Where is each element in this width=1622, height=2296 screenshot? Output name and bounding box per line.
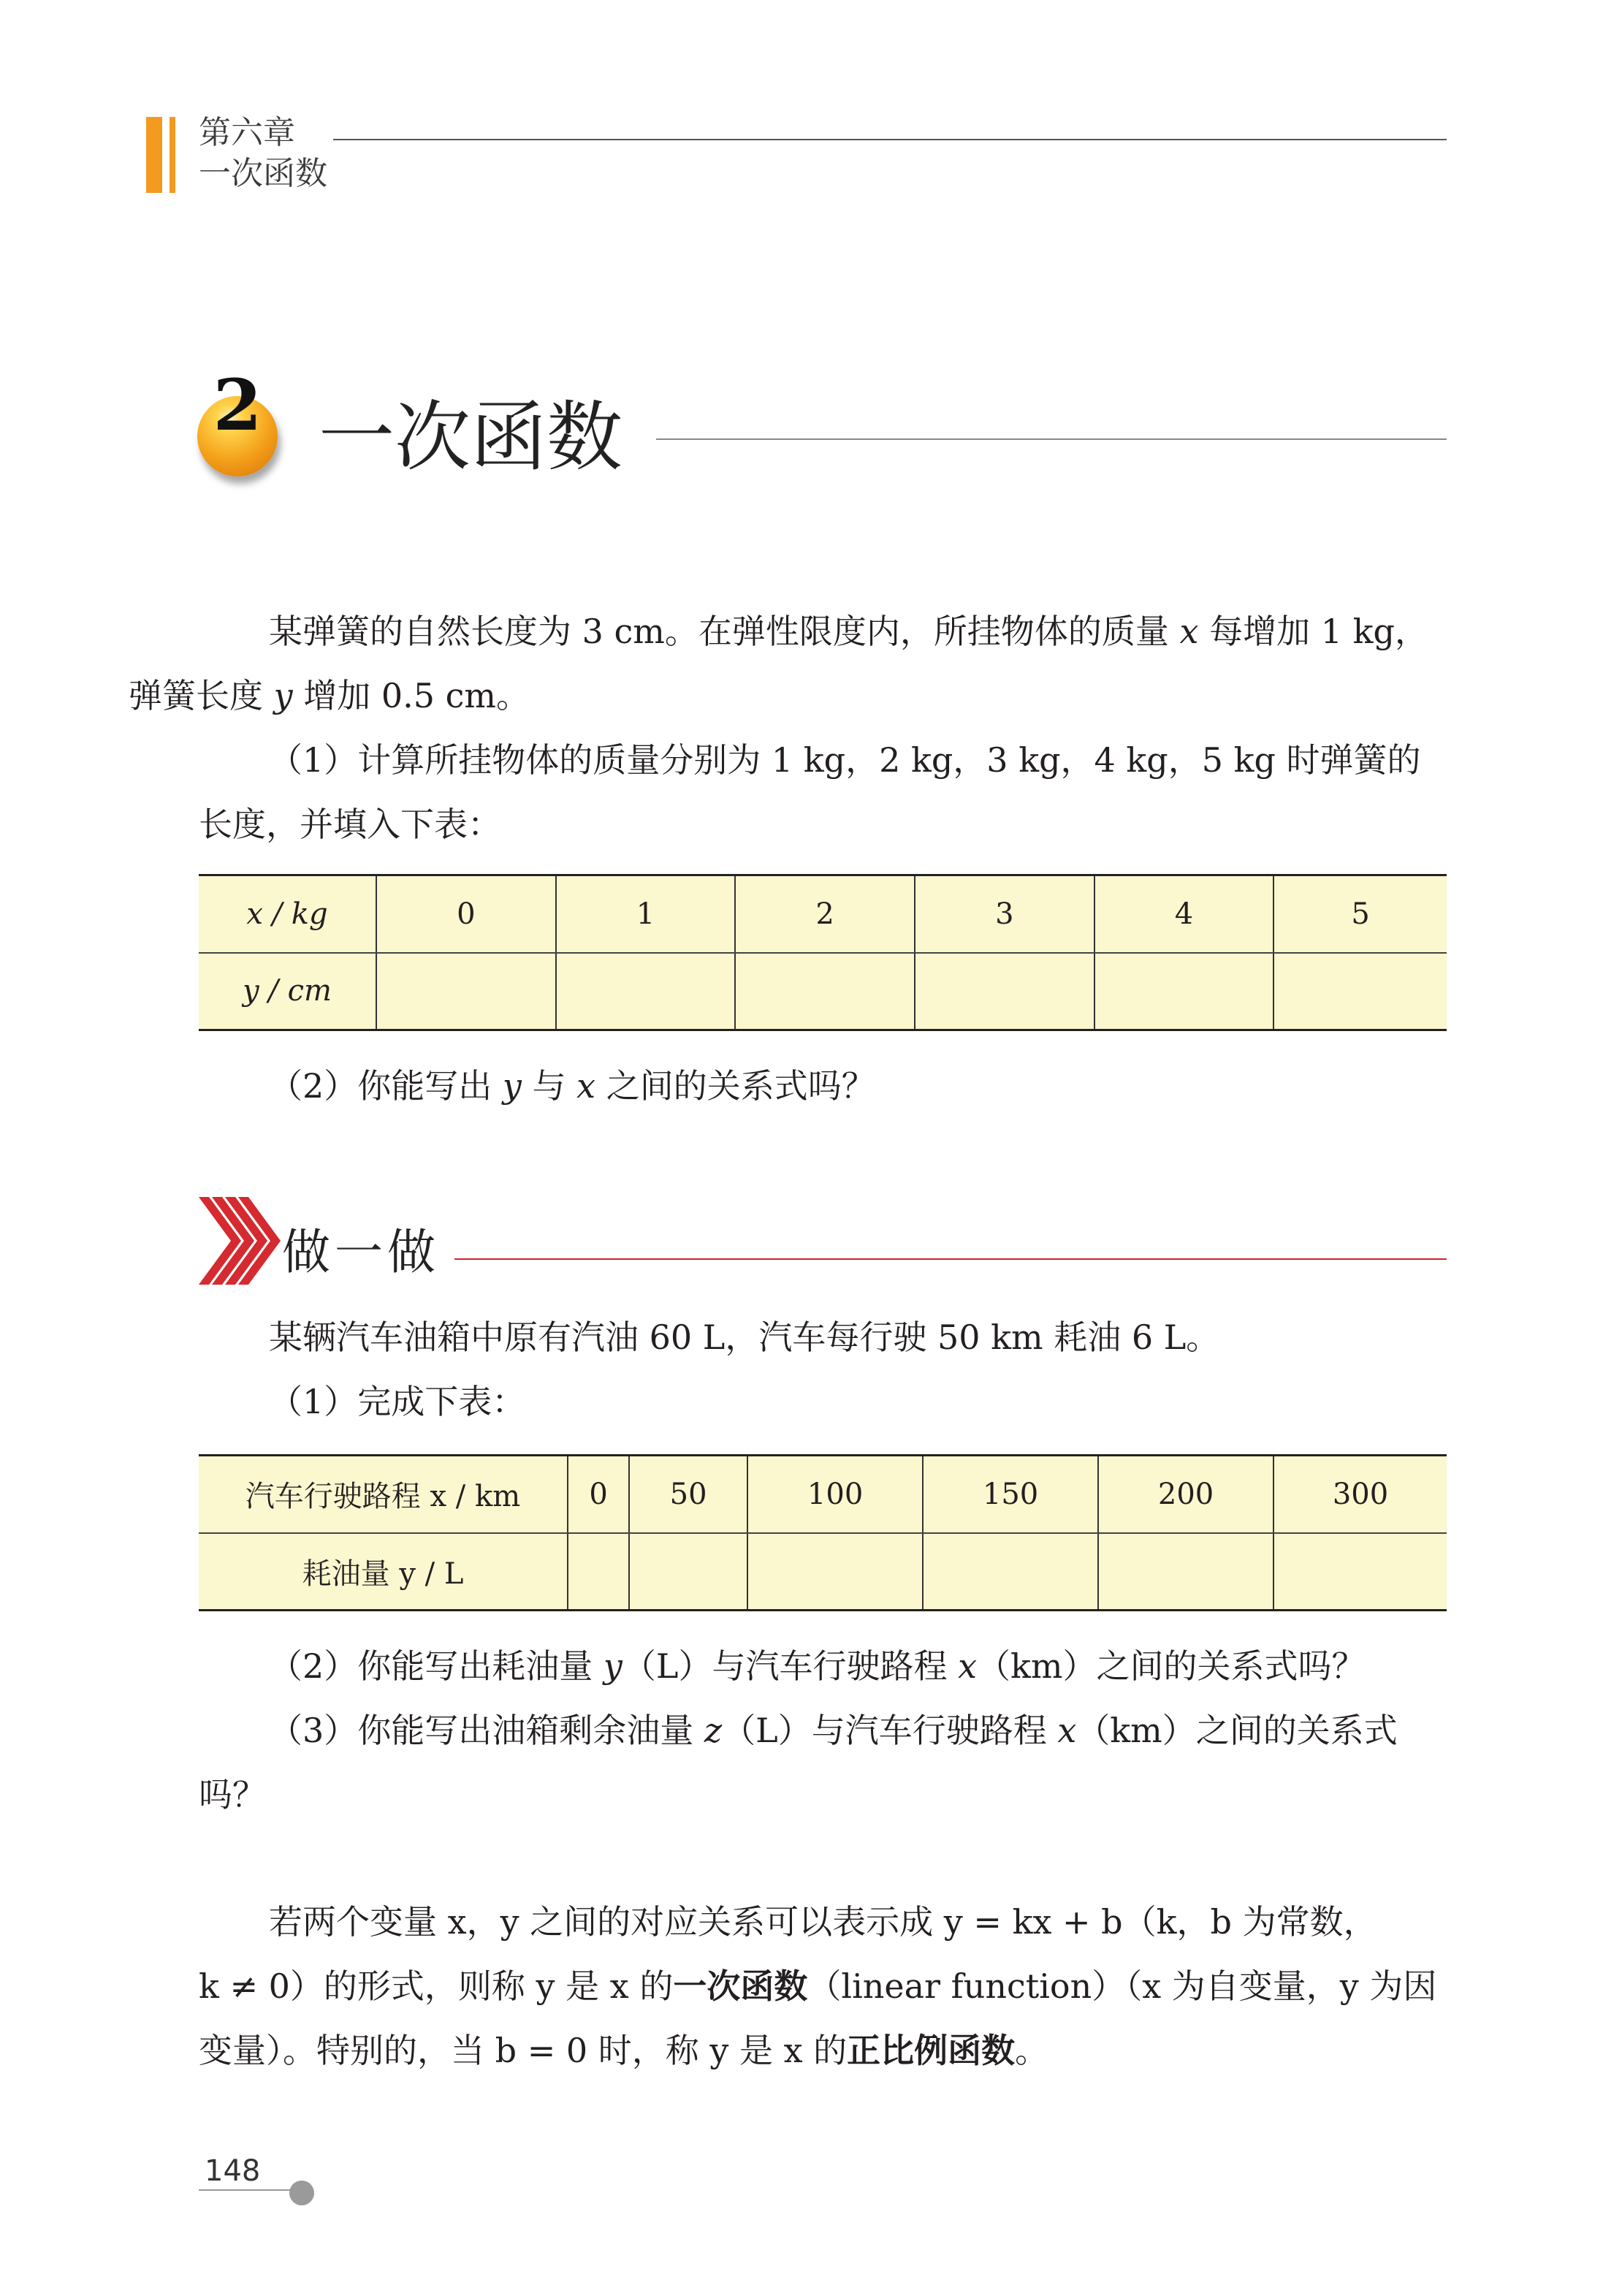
do-q2-a: （2）你能写出耗油量: [269, 1646, 604, 1686]
table1-cell: 1: [556, 875, 736, 953]
table1-empty-cell[interactable]: [376, 953, 556, 1030]
table1-cell: 3: [915, 875, 1094, 953]
table1-row1-label: x / kg: [199, 875, 376, 953]
table2-empty-cell[interactable]: [568, 1533, 629, 1611]
section-number: 2: [213, 364, 262, 446]
var-y: y: [603, 1646, 622, 1686]
table1-cell: 0: [376, 875, 556, 953]
chapter-label: 第六章: [199, 114, 295, 151]
table1-row2-label: y / cm: [199, 953, 376, 1030]
table1-empty-cell[interactable]: [1273, 953, 1447, 1030]
var-y: y: [502, 1066, 522, 1106]
do-it-q2: [199, 1634, 1447, 1698]
intro-text-4: 增加 0.5 cm。: [292, 676, 530, 715]
do-it-text: 某辆汽车油箱中原有汽油 60 L，汽车每行驶 50 km 耗油 6 L。: [269, 1318, 1220, 1357]
section-title: 一次函数: [319, 392, 623, 482]
table2-cell: 100: [747, 1456, 923, 1533]
table1-cell: 2: [735, 875, 915, 953]
fuel-table: [199, 1454, 1447, 1611]
term-linear-function: 一次函数: [673, 1966, 808, 2006]
header-accent-bar-thin: [170, 117, 175, 193]
table2-empty-cell[interactable]: [1098, 1533, 1273, 1611]
table2-empty-cell[interactable]: [923, 1533, 1098, 1611]
do-it-q1: （1）完成下表：: [269, 1382, 526, 1421]
var-x: x: [1057, 1711, 1077, 1750]
do-it-q3: [199, 1698, 1447, 1827]
definition-line-3: [199, 2018, 1447, 2083]
var-y: y: [273, 676, 293, 715]
do-q3-c: （km）之间的关系式吗？: [199, 1711, 1398, 1814]
var-x: x: [958, 1646, 978, 1686]
do-q2-b: （L）与汽车行驶路程: [622, 1646, 959, 1686]
table2-cell: 0: [568, 1456, 629, 1533]
q2-text-b: 与: [521, 1066, 577, 1106]
def-text-b: （linear function）（x 为自变量，y 为因: [807, 1966, 1437, 2006]
table2-cell: 150: [923, 1456, 1098, 1533]
table1-cell: 4: [1094, 875, 1274, 953]
table2-cell: 50: [629, 1456, 747, 1533]
do-it-title: 做一做: [282, 1224, 440, 1280]
chapter-title: 一次函数: [199, 155, 327, 192]
intro-text-1: 某弹簧的自然长度为 3 cm。在弹性限度内，所挂物体的质量: [269, 612, 1180, 651]
table2-row2-label: 耗油量 y / L: [199, 1533, 568, 1611]
section-rule: [656, 438, 1447, 440]
intro-text-2: 每增加 1 kg，: [1198, 612, 1428, 651]
definition-line-2: [199, 1954, 1447, 2018]
def-text-d: 。: [1015, 2031, 1049, 2070]
table1-cell: 5: [1273, 875, 1447, 953]
do-q3-a: （3）你能写出油箱剩余油量: [269, 1711, 704, 1750]
var-x: x: [1179, 612, 1199, 651]
table2-empty-cell[interactable]: [1273, 1533, 1447, 1611]
q2-text-a: （2）你能写出: [269, 1066, 503, 1106]
table2-empty-cell[interactable]: [747, 1533, 923, 1611]
table2-cell: 200: [1098, 1456, 1273, 1533]
table2-row1-label: 汽车行驶路程 x / km: [199, 1456, 568, 1533]
intro-text-3: 弹簧长度: [129, 676, 274, 715]
page-number: 148: [205, 2154, 261, 2188]
do-q3-b: （L）与汽车行驶路程: [722, 1711, 1058, 1750]
chevron-arrows-icon: [199, 1197, 281, 1285]
question-2: [199, 1054, 1447, 1118]
table2-empty-cell[interactable]: [629, 1533, 747, 1611]
def-text-c: 变量）。特别的，当 b = 0 时，称 y 是 x 的: [199, 2031, 848, 2070]
q2-text-c: 之间的关系式吗？: [595, 1066, 875, 1106]
header-accent-bar: [146, 117, 162, 193]
term-proportional-function: 正比例函数: [847, 2031, 1016, 2070]
var-z: z: [704, 1711, 723, 1750]
header-rule: [333, 139, 1447, 140]
do-it-rule: [454, 1258, 1447, 1260]
def-text-a: k ≠ 0）的形式，则称 y 是 x 的: [199, 1966, 674, 2006]
table2-cell: 300: [1273, 1456, 1447, 1533]
table1-empty-cell[interactable]: [556, 953, 736, 1030]
intro-paragraph: [129, 599, 1447, 728]
table1-empty-cell[interactable]: [1094, 953, 1274, 1030]
page-number-rule: [199, 2189, 294, 2191]
question-1: （1）计算所挂物体的质量分别为 1 kg，2 kg，3 kg，4 kg，5 kg 时弹簧的长度，并填入下表：: [199, 740, 1421, 844]
var-x: x: [576, 1066, 596, 1106]
do-q2-c: （km）之间的关系式吗？: [977, 1646, 1366, 1686]
definition-line-1: 若两个变量 x，y 之间的对应关系可以表示成 y = kx + b（k，b 为常数，: [269, 1902, 1377, 1942]
page-dot-icon: [289, 2181, 314, 2205]
table1-empty-cell[interactable]: [735, 953, 915, 1030]
table1-empty-cell[interactable]: [915, 953, 1094, 1030]
spring-table: [199, 874, 1447, 1031]
